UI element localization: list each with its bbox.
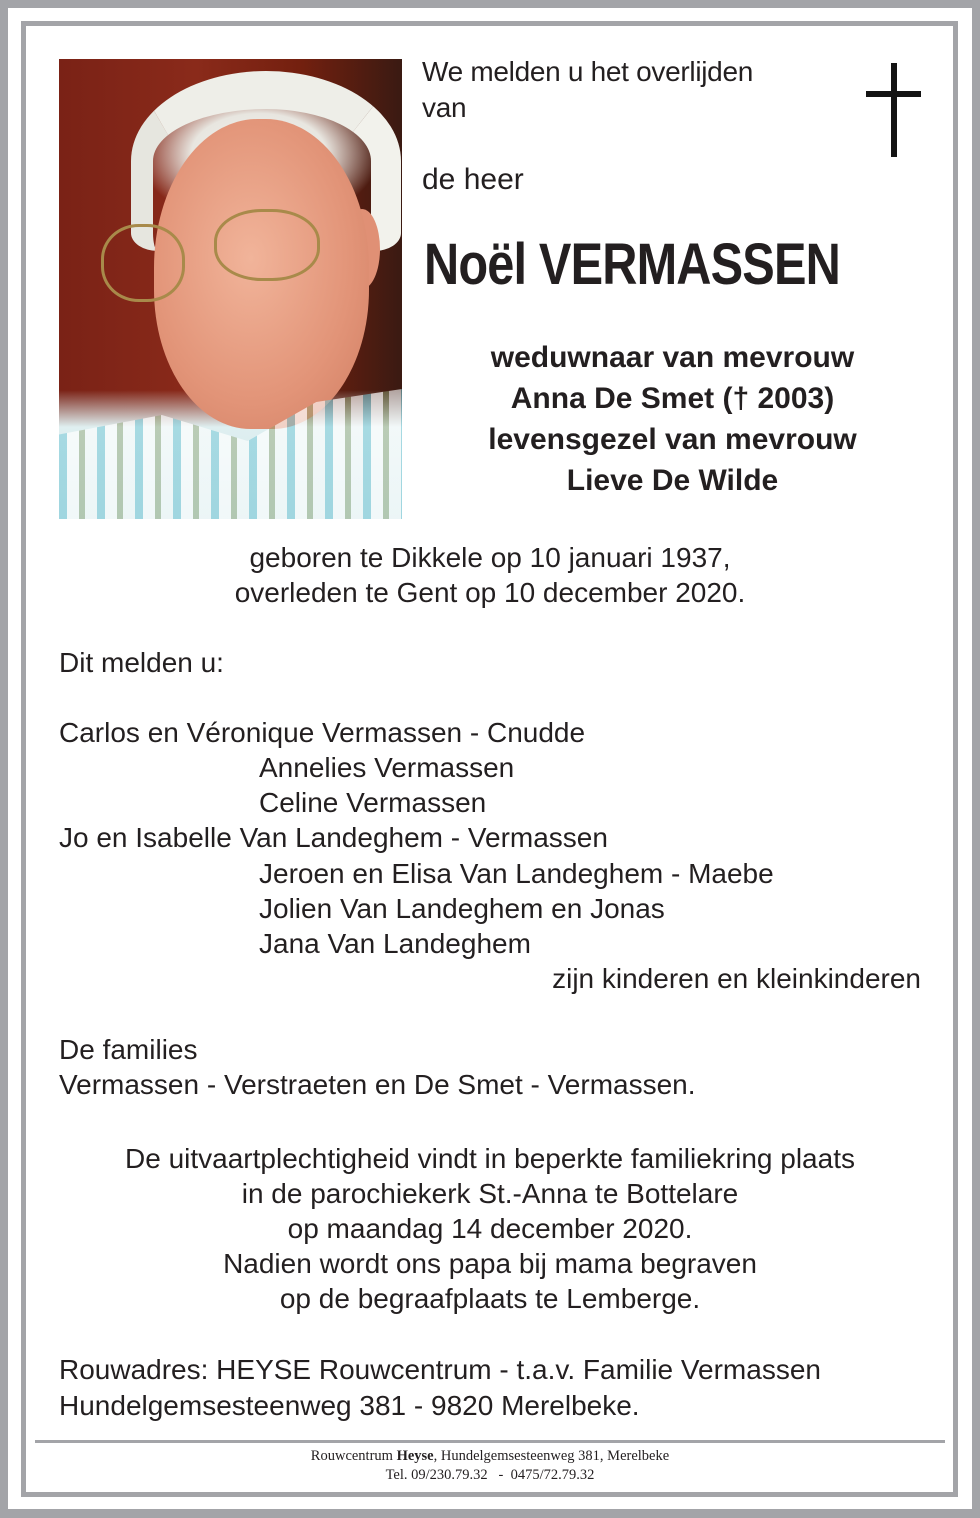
relation-line: weduwnaar van mevrouw xyxy=(490,341,855,374)
birth-line: geboren te Dikkele op 10 januari 1937, xyxy=(249,542,731,573)
footer-divider xyxy=(35,1440,945,1443)
ceremony-line: in de parochiekerk St.-Anna te Bottelare xyxy=(241,1178,739,1209)
mourner-line: Celine Vermassen xyxy=(259,787,487,818)
footer-company-line xyxy=(40,1447,940,1466)
families-heading: De families xyxy=(59,1034,198,1065)
photo-glasses-right xyxy=(214,209,320,281)
mourner-line: Jana Van Landeghem xyxy=(259,928,531,959)
footer xyxy=(40,1447,940,1485)
title-prefix: de heer xyxy=(422,163,524,196)
relation-line: levensgezel van mevrouw xyxy=(488,423,857,456)
address-line-2: Hundelgemsesteenweg 381 - 9820 Merelbeke. xyxy=(59,1390,640,1421)
mourner-line: Carlos en Véronique Vermassen - Cnudde xyxy=(59,717,586,748)
ceremony-line: Nadien wordt ons papa bij mama begraven xyxy=(223,1248,757,1279)
portrait-photo xyxy=(59,59,402,519)
footer-company-prefix: Rouwcentrum xyxy=(310,1448,397,1464)
ceremony-line: op maandag 14 december 2020. xyxy=(287,1213,693,1244)
mourner-line: Jeroen en Elisa Van Landeghem - Maebe xyxy=(259,858,774,889)
families-line: Vermassen - Verstraeten en De Smet - Vermassen. xyxy=(59,1069,696,1100)
cross-vertical-bar xyxy=(891,63,897,157)
footer-phone-line: Tel. 09/230.79.32 - 0475/72.79.32 xyxy=(385,1467,595,1483)
life-dates xyxy=(40,540,940,610)
intro-text xyxy=(422,54,753,126)
mourner-line: Annelies Vermassen xyxy=(259,752,515,783)
cross-horizontal-bar xyxy=(866,91,921,97)
mourner-line: Jolien Van Landeghem en Jonas xyxy=(259,893,665,924)
intro-line-2: van xyxy=(422,92,467,123)
death-line: overleden te Gent op 10 december 2020. xyxy=(234,577,746,608)
footer-company-name: Heyse xyxy=(396,1448,434,1464)
footer-company-address: , Hundelgemsesteenweg 381, Merelbeke xyxy=(433,1448,670,1464)
relation-line: Lieve De Wilde xyxy=(566,464,779,497)
mourners-heading: Dit melden u: xyxy=(59,647,224,678)
deceased-name: Noël VERMASSEN xyxy=(424,232,840,297)
ceremony-block xyxy=(40,1141,940,1316)
photo-glasses-left xyxy=(101,224,185,302)
intro-line-1: We melden u het overlijden xyxy=(422,56,753,87)
ceremony-line: De uitvaartplechtigheid vindt in beperkte familiekring plaats xyxy=(125,1143,855,1174)
mourner-line: Jo en Isabelle Van Landeghem - Vermassen xyxy=(59,822,608,853)
mourners-summary: zijn kinderen en kleinkinderen xyxy=(552,963,921,994)
relation-block xyxy=(420,337,925,501)
address-line-1: Rouwadres: HEYSE Rouwcentrum - t.a.v. Familie Vermassen xyxy=(59,1354,821,1385)
relation-line: Anna De Smet († 2003) xyxy=(510,382,835,415)
ceremony-line: op de begraafplaats te Lemberge. xyxy=(279,1283,701,1314)
